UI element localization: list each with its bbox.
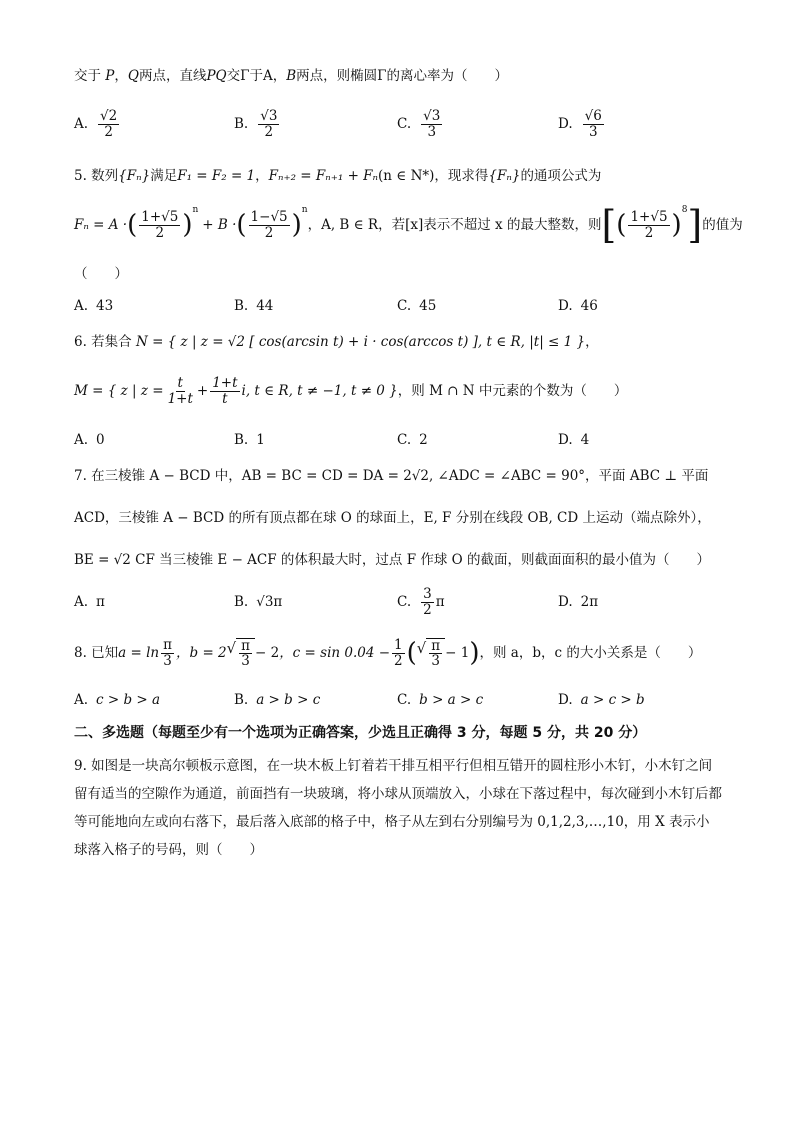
q6-option-d[interactable]: D. 4	[558, 432, 590, 448]
q6-line1: 6. 若集合 N = { z | z = √2 [ cos(arcsin t) + i · cos(arccos t) ], t ∈ R, |t| ≤ 1 }，	[74, 334, 599, 350]
q7-option-d[interactable]: D. 2π	[558, 594, 599, 610]
q7-line3: BE = √2 CF 当三棱锥 E − ACF 的体积最大时，过点 F 作球 O 的截面，则截面面积的最小值为（ ）	[74, 552, 711, 568]
q7-option-a[interactable]: A. π	[74, 594, 105, 610]
q8-options	[74, 680, 734, 720]
q8-option-a[interactable]: A. c > b > a	[74, 692, 161, 708]
q7-option-c[interactable]: C. $\frac{3}{2}$ π	[397, 586, 445, 618]
q8-option-c[interactable]: C. b > a > c	[397, 692, 484, 708]
q5-option-d[interactable]: D. 46	[558, 298, 598, 314]
q5-options	[74, 286, 734, 326]
q6-option-c[interactable]: C. 2	[397, 432, 428, 448]
q7-options	[74, 582, 734, 622]
q4-options	[74, 104, 734, 144]
q7-line1: 7. 在三棱锥 A − BCD 中，AB = BC = CD = DA = 2√2, ∠ADC = ∠ABC = 90°，平面 ABC ⊥ 平面	[74, 468, 709, 484]
q5-paren: （ ）	[74, 266, 128, 282]
q6-option-a[interactable]: A. 0	[74, 432, 105, 448]
q4-option-b[interactable]: B. $\frac{√3}{2}$	[234, 108, 278, 140]
q8-option-d[interactable]: D. a > c > b	[558, 692, 645, 708]
q9-text: 9. 如图是一块高尔顿板示意图，在一块木板上钉着若干排互相平行但相互错开的圆柱形小木钉，小木钉之间留有适当的空隙作为通道，前面挡有一块玻璃，将小球从顶端放入，小球在下落过程中，每次碰到小木钉后都等可能地向左或向右落下，最后落入底部的格子中，格子从左到右分别编号为 0,1,2,3,…,10，用 X 表示小球落入格子的号码，则（ ）	[74, 758, 722, 858]
q4-option-d[interactable]: D. $\frac{√6}{3}$	[558, 108, 602, 140]
q4-option-c[interactable]: C. $\frac{√3}{3}$	[397, 108, 441, 140]
q7-line2: ACD，三棱锥 A − BCD 的所有顶点都在球 O 的球面上，E, F 分别在线段 OB, CD 上运动（端点除外），	[74, 510, 711, 526]
q5-option-c[interactable]: C. 45	[397, 298, 437, 314]
q5-line1: 5. 数列{Fₙ}满足F₁ = F₂ = 1，Fₙ₊₂ = Fₙ₊₁ + Fₙ(n ∈ N*)，现求得{Fₙ}的通项公式为	[74, 168, 602, 184]
q6-options	[74, 420, 734, 460]
q5-option-b[interactable]: B. 44	[234, 298, 274, 314]
q6-line2: M = { z | z = $\frac{t}{1+t}$ + $\frac{1+t}{t}$ i, t ∈ R, t ≠ −1, t ≠ 0 } ，则 M ∩ N 中元素的个数为（ ）	[74, 375, 628, 407]
q5-formula: Fₙ = A · ( $\frac{1+√5}{2}$ ) $^n$ + B · ( $\frac{1-√5}{2}$ ) $^n$ ，A, B ∈ R，若 [x] 表示不超过 x 的最大整数，则 [ ( $\frac{1+√5}{2}$ ) $^8$ ] 的值为	[74, 203, 743, 247]
q8-option-b[interactable]: B. a > b > c	[234, 692, 321, 708]
q5-option-a[interactable]: A. 43	[74, 298, 114, 314]
q7-option-b[interactable]: B. √3π	[234, 594, 283, 610]
q6-option-b[interactable]: B. 1	[234, 432, 265, 448]
q4-option-a[interactable]: A. $\frac{√2}{2}$	[74, 108, 118, 140]
q8-line: 8. 已知 a = ln $\frac{\pi}{3}$ ，b = 2 √ $\frac{\pi}{3}$ − 2 ，c = sin 0.04 − $\frac{1}{2}$ ( √ $\frac{\pi}{3}$ − 1 ) ，则 a，b，c 的大小关系是（ ）	[74, 637, 702, 669]
q4-text: 交于 P，Q两点，直线PQ交Γ于A，B两点，则椭圆Γ的离心率为（ ）	[74, 68, 509, 84]
section-heading: 二、多选题（每题至少有一个选项为正确答案，少选且正确得 3 分，每题 5 分，共 20 分）	[74, 725, 647, 741]
